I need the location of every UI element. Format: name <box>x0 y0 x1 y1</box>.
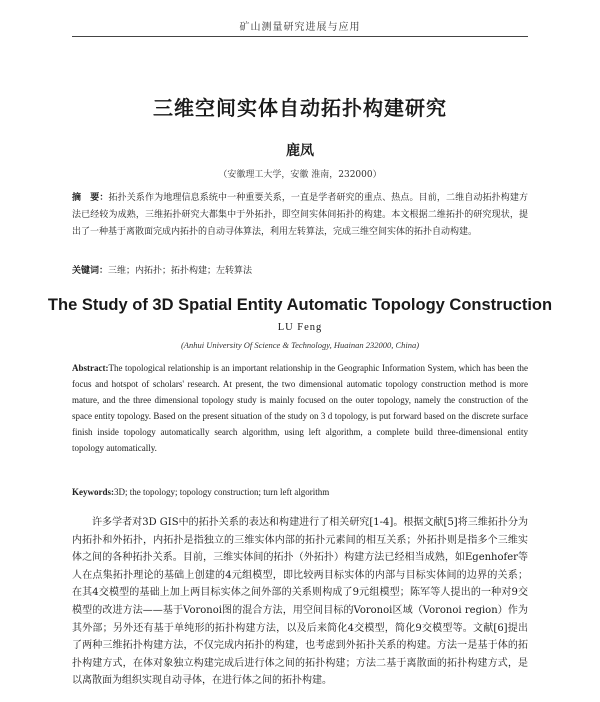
author-chinese: 鹿凤 <box>286 143 314 159</box>
keywords-english <box>72 484 528 500</box>
keywords-chinese-text: 三维；内拓扑；拓扑构建；左转算法 <box>108 266 253 276</box>
author-english: LU Feng <box>277 322 323 333</box>
abstract-chinese-text: 拓扑关系作为地理信息系统中一种重要关系，一直是学者研究的重点、热点。目前，二维自动拓扑构建方法已经较为成熟，三维拓扑研究大都集中于外拓扑，即空间实体间拓扑的构建。本文根据二维拓扑的研究现状，提出了一种基于离散面完成内拓扑的自动寻体算法，利用左转算法，完成三维空间实体的拓扑自动构建。 <box>72 193 528 237</box>
title-chinese: 三维空间实体自动拓扑构建研究 <box>153 96 447 120</box>
keywords-english-label: Keywords: <box>72 487 114 497</box>
keywords-chinese <box>72 263 528 280</box>
body-paragraph: 许多学者对3D GIS中的拓扑关系的表达和构建进行了相关研究[1-4]。根据文献[5]将三维拓扑分为内拓扑和外拓扑，内拓扑是指独立的三维实体内部的拓扑元素间的相互关系；外拓扑则是指多个三维实体之间的各种拓扑关系。目前，三维实体间的拓扑（外拓扑）构建方法已经相当成熟，如Egenhofer等人在点集拓扑理论的基础上创建的4元组模型，即比较两目标实体的内部与目标实体间的边界的关系；在其4交模型的基础上加上两目标实体之间外部的关系则构成了9元组模型；陈军等人提出的一种对9交模型的改进方法——基于Voronoi图的混合方法，用空间目标的Voronoi区域（Voronoi region）作为其外部；另外还有基于单纯形的拓扑构建方法，以及后来简化4交模型，简化9交模型等。文献[6]提出了两种三维拓扑构建方法，不仅完成内拓扑的构建，也考虑到外拓扑关系的构建。方法一是基于体的拓扑构建方式，在体对象独立构建完成后进行体之间的拓扑构建；方法二基于离散面的拓扑构建方式，是以离散面为组织实现自动寻体，在进行体之间的拓扑构建。 <box>72 517 528 687</box>
abstract-english-label: Abstract: <box>72 363 109 373</box>
affiliation-english: (Anhui University Of Science & Technology, Huainan 232000, China) <box>180 340 420 350</box>
affiliation-chinese: （安徽理工大学，安徽 淮南，232000） <box>218 170 382 180</box>
abstract-chinese-label: 摘 要： <box>72 193 109 203</box>
header-rule <box>72 36 528 37</box>
title-english: The Study of 3D Spatial Entity Automatic Topology Construction <box>47 296 553 314</box>
keywords-chinese-label: 关键词： <box>72 266 109 276</box>
running-head: 矿山测量研究进展与应用 <box>239 22 361 33</box>
abstract-english <box>72 360 528 456</box>
abstract-chinese <box>72 190 528 241</box>
abstract-english-text: The topological relationship is an important relationship in the Geographic Information System, which has been the focus and hotspot of scholars' research. At present, the two dimensional automatic topology construction method is more mature, and the three dimensional topology study is mainly focused on the outer topology, namely the construction of the space entity topology. Based on the present situation of the study on 3 d topology, is put forward based on the discrete surface finish inside topology automatically search algorithm, using left algorithm, a complete build three-dimensional entity topology automatically. <box>72 363 528 453</box>
keywords-english-text: 3D; the topology; topology construction; turn left algorithm <box>114 487 330 497</box>
